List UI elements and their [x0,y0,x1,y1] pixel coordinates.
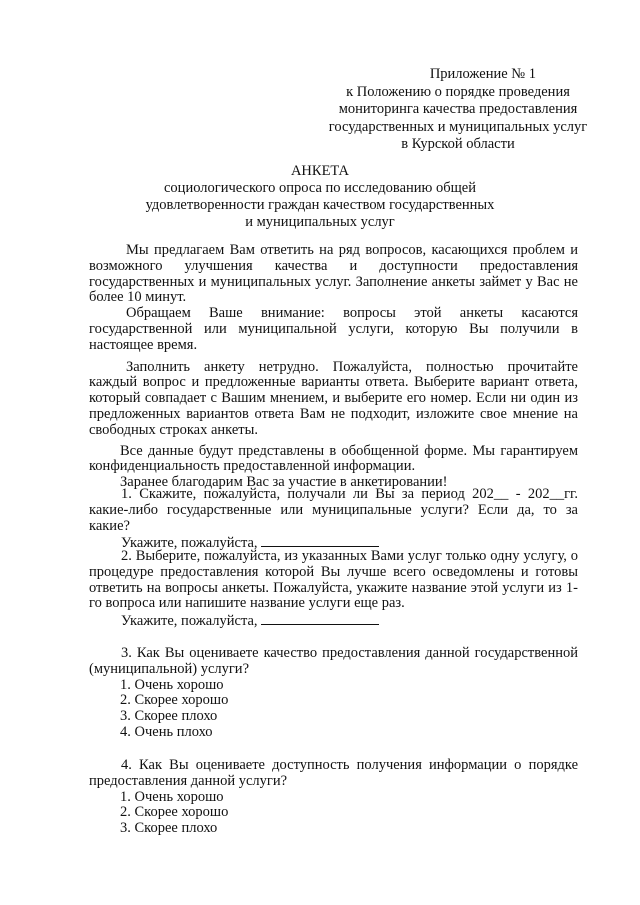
intro-section [89,243,578,491]
question-2-prompt: Укажите, пожалуйста, [121,613,258,630]
question-1-prompt: Укажите, пожалуйста, [121,535,258,552]
document-title [90,163,550,231]
question-2 [89,549,578,629]
intro-paragraph-4: Все данные будут представлены в обобщенной форме. Мы гарантируем конфиденциальность предоставленной информации. [89,442,578,475]
question-4-text: 4. Как Вы оцениваете доступность получения информации о порядке предоставления данной услуги? [89,757,578,789]
question-3-option[interactable]: 4. Очень плохо [120,723,213,740]
intro-paragraph-2: Обращаем Ваше внимание: вопросы этой анкеты касаются государственной или муниципальной услуги, которую Вы получили в настоящее время. [89,305,578,353]
appendix-line-2: мониторинга качества предоставления [338,101,578,117]
question-1-answer-blank[interactable] [261,534,379,547]
question-4-option[interactable]: 1. Очень хорошо [120,788,224,805]
question-3-option[interactable]: 3. Скорее плохо [120,708,218,725]
appendix-line-3: государственных и муниципальных услуг [328,118,588,135]
title-line-3: и муниципальных услуг [245,214,395,230]
question-1-text: 1. Скажите, пожалуйста, получали ли Вы за период 202__ - 202__гг. какие-либо государственные или муниципальные услуги? Если да, то за какие? [89,486,578,534]
appendix-header [320,66,596,154]
question-3-text: 3. Как Вы оцениваете качество предоставления данной государственной (муниципальной) услуги? [89,645,578,677]
appendix-line-4: в Курской области [401,136,515,152]
question-2-answer-blank[interactable] [261,612,379,625]
question-3 [89,646,578,741]
question-2-text: 2. Выберите, пожалуйста, из указанных Вами услуг только одну услугу, о процедуре предоставления которой Вы лучше всего осведомлены и готовы ответить на вопросы анкеты. Пожалуйста, укажите название этой услуги из 1-го вопроса или напишите название услуги еще раз. [89,548,578,612]
intro-paragraph-3: Заполнить анкету нетрудно. Пожалуйста, полностью прочитайте каждый вопрос и предложенные варианты ответа. Выберите вариант ответа, который совпадает с Вашим мнением, и выберите его номер. Если ни один из предложенных вариантов ответа Вам не подходит, изложите свое мнение на свободных строках анкеты. [89,358,578,438]
question-4 [89,758,578,837]
question-4-option[interactable]: 2. Скорее хорошо [120,804,229,821]
title-line-2: удовлетворенности граждан качеством государственных [145,197,495,213]
appendix-line-1: к Положению о порядке проведения [346,83,570,100]
title-heading: АНКЕТА [290,163,350,179]
question-2-answer-line [89,612,578,629]
appendix-number: Приложение № 1 [429,66,536,82]
intro-paragraph-1: Мы предлагаем Вам ответить на ряд вопросов, касающихся проблем и возможного улучшения качества и доступности предоставления государственных и муниципальных услуг. Заполнение анкеты займет у Вас не более 10 минут. [89,242,578,306]
intro-paragraph-5: Заранее благодарим Вас за участие в анкетировании! [120,474,448,491]
question-3-option[interactable]: 2. Скорее хорошо [120,692,229,709]
question-4-option[interactable]: 3. Скорее плохо [120,820,218,837]
title-line-1: социологического опроса по исследованию общей [164,180,476,196]
question-3-option[interactable]: 1. Очень хорошо [120,676,224,693]
question-1 [89,487,578,551]
